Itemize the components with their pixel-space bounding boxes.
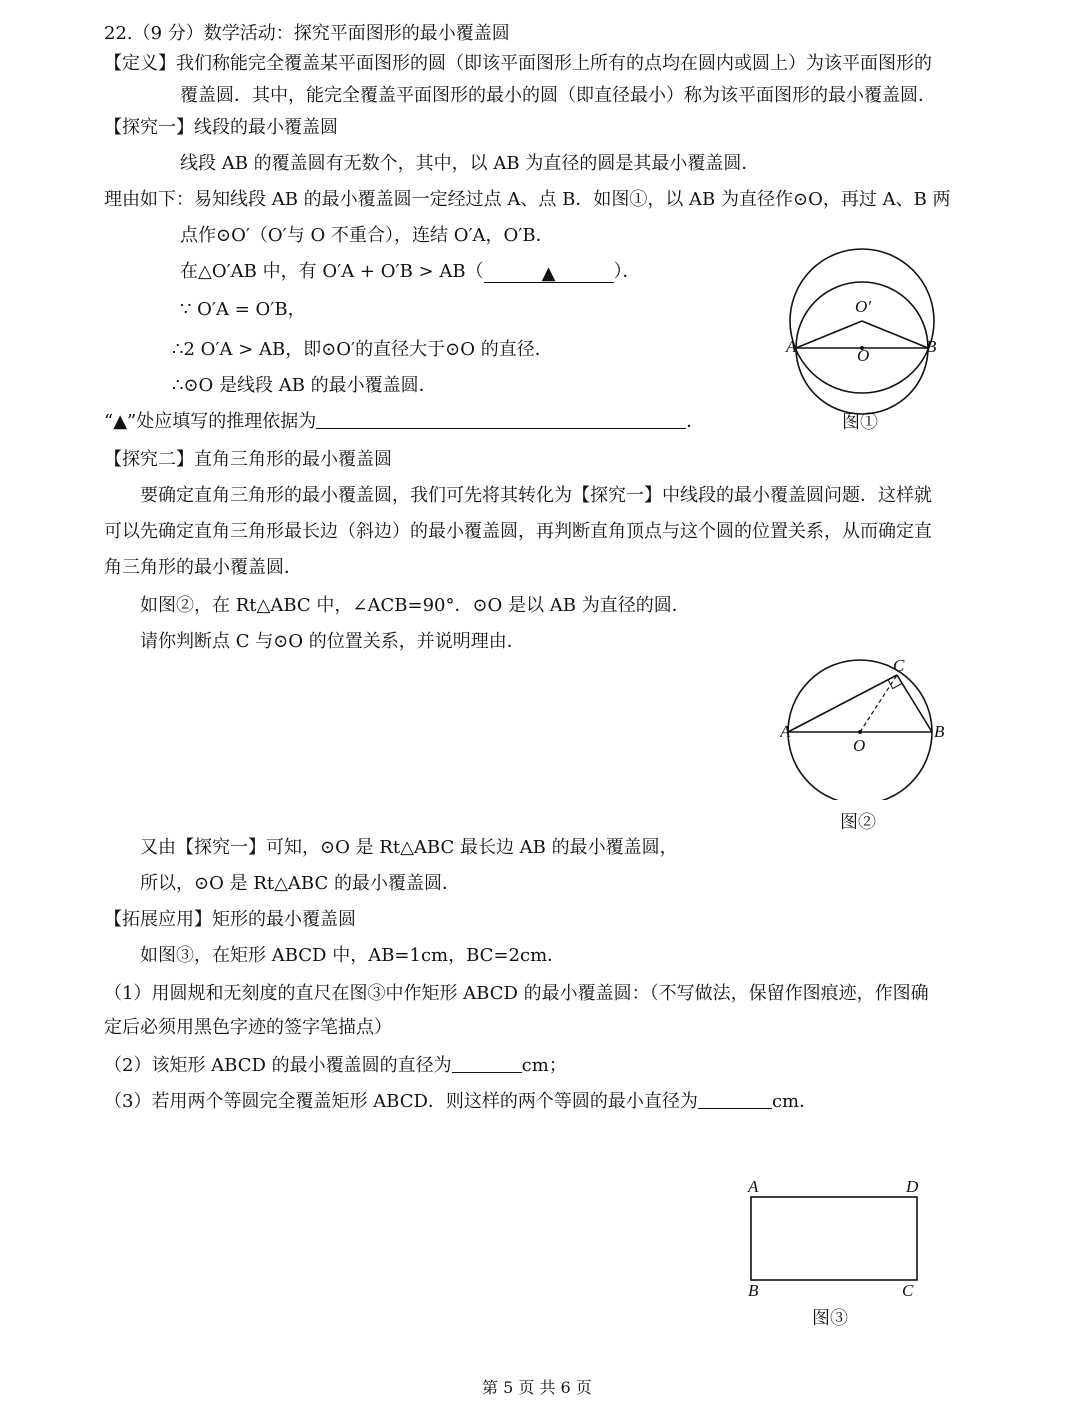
definition-line-1: 【定义】我们称能完全覆盖某平面图形的圆（即该平面图形上所有的点均在圆内或圆上）为该平面图形的 [104, 53, 932, 74]
task-3-text: （3）若用两个等圆完全覆盖矩形 ABCD．则这样的两个等圆的最小直径为 [104, 1091, 698, 1112]
label-a: A [786, 337, 797, 356]
figure-1 [780, 248, 950, 418]
segment-ac [788, 675, 897, 732]
label-b: B [926, 337, 937, 356]
question-title: 22.（9 分）数学活动：探究平面图形的最小覆盖圆 [104, 23, 510, 44]
segment-oc-dashed [860, 675, 897, 732]
label-b: B [748, 1281, 759, 1300]
reason-line-4: ∵ O′A = O′B， [180, 299, 306, 320]
label-o-prime: O′ [855, 297, 871, 316]
reason-line-3-text: 在△O′AB 中，有 O′A + O′B > AB（ [180, 261, 484, 282]
figure-1-caption: 图① [842, 412, 878, 433]
reason-line-5: ∴2 O′A > AB，即⊙O′的直径大于⊙O 的直径． [172, 339, 553, 360]
explore2-para-1: 要确定直角三角形的最小覆盖圆，我们可先将其转化为【探究一】中线段的最小覆盖圆问题．这样就 [140, 485, 932, 506]
explore2-given: 如图②，在 Rt△ABC 中，∠ACB=90°．⊙O 是以 AB 为直径的圆． [140, 595, 690, 616]
point-o [858, 730, 862, 734]
extension-given: 如图③，在矩形 ABCD 中，AB=1cm，BC=2cm． [140, 945, 566, 966]
task-1-line-1: （1）用圆规和无刻度的直尺在图③中作矩形 ABCD 的最小覆盖圆：（不写做法，保留作图痕迹，作图确 [104, 983, 929, 1004]
reason-line-3-end: ）． [613, 261, 641, 282]
figure-3-caption: 图③ [812, 1308, 848, 1329]
two-circles-answer-blank[interactable] [698, 1090, 772, 1109]
fill-basis-end: ． [686, 411, 705, 432]
page-footer: 第 5 页 共 6 页 [482, 1378, 592, 1397]
label-c: C [902, 1281, 914, 1300]
fill-basis-line [104, 410, 704, 434]
reason-line-3 [180, 260, 641, 284]
explore2-heading: 【探究二】直角三角形的最小覆盖圆 [104, 449, 392, 470]
figure-3[interactable] [740, 1172, 940, 1302]
task-2-unit: cm； [521, 1055, 567, 1076]
fill-basis-text: “▲”处应填写的推理依据为 [104, 411, 317, 432]
reason-line-6: ∴⊙O 是线段 AB 的最小覆盖圆． [172, 375, 437, 396]
explore2-conclusion-2: 所以，⊙O 是 Rt△ABC 的最小覆盖圆． [140, 873, 460, 894]
figure-2 [780, 655, 950, 800]
label-b: B [934, 722, 945, 741]
explore1-statement: 线段 AB 的覆盖圆有无数个，其中，以 AB 为直径的圆是其最小覆盖圆． [180, 153, 760, 174]
task-2-text: （2）该矩形 ABCD 的最小覆盖圆的直径为 [104, 1055, 452, 1076]
explore2-para-3: 角三角形的最小覆盖圆． [104, 557, 302, 578]
explore2-para-2: 可以先确定直角三角形最长边（斜边）的最小覆盖圆，再判断直角顶点与这个圆的位置关系，从而确定直 [104, 521, 932, 542]
label-a: A [748, 1177, 759, 1196]
label-d: D [906, 1177, 919, 1196]
reason-line-1: 理由如下：易知线段 AB 的最小覆盖圆一定经过点 A、点 B．如图①，以 AB 为直径作⊙O，再过 A、B 两 [104, 189, 951, 210]
explore1-heading: 【探究一】线段的最小覆盖圆 [104, 117, 338, 138]
task-3 [104, 1090, 817, 1114]
segment-o-prime-b [862, 321, 928, 348]
label-o: O [853, 736, 866, 755]
diameter-answer-blank[interactable] [452, 1054, 522, 1073]
task-2 [104, 1054, 567, 1078]
label-a: A [780, 722, 791, 741]
task-3-unit: cm． [771, 1091, 818, 1112]
figure-2-caption: 图② [840, 812, 876, 833]
explore2-question: 请你判断点 C 与⊙O 的位置关系，并说明理由． [140, 631, 525, 652]
label-c: C [893, 656, 905, 675]
definition-line-2: 覆盖圆．其中，能完全覆盖平面图形的最小的圆（即直径最小）称为该平面图形的最小覆盖圆． [180, 85, 936, 106]
triangle-marker: ▲ [541, 263, 556, 284]
basis-answer-blank[interactable] [316, 410, 686, 429]
segment-o-prime-a [796, 321, 862, 348]
triangle-blank[interactable] [484, 264, 614, 283]
extension-heading: 【拓展应用】矩形的最小覆盖圆 [104, 909, 356, 930]
task-1-line-2: 定后必须用黑色字迹的签字笔描点） [104, 1017, 392, 1038]
reason-line-2: 点作⊙O′（O′与 O 不重合），连结 O′A，O′B． [180, 225, 554, 246]
label-o: O [857, 346, 870, 365]
rectangle-abcd [751, 1197, 917, 1280]
explore2-conclusion-1: 又由【探究一】可知，⊙O 是 Rt△ABC 最长边 AB 的最小覆盖圆， [140, 837, 678, 858]
